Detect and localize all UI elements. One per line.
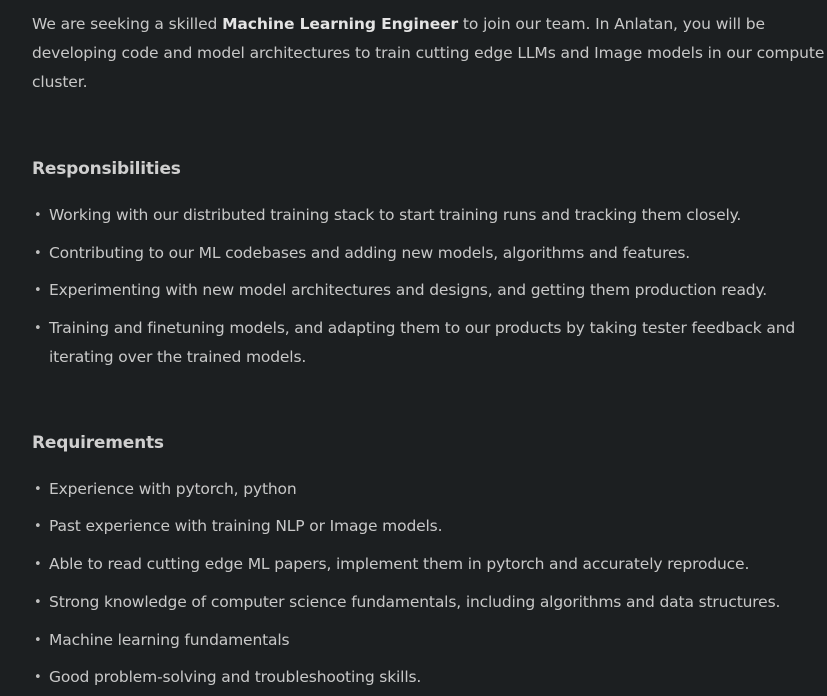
bullet-icon: • bbox=[34, 632, 42, 648]
bullet-icon: • bbox=[34, 283, 42, 298]
list-item-text: Working with our distributed training stack to start training runs and tracking them closely. bbox=[49, 206, 742, 224]
requirements-list bbox=[32, 475, 827, 693]
list-item-text: Experimenting with new model architectures and designs, and getting them production ready. bbox=[49, 281, 768, 299]
list-item-text: Experience with pytorch, python bbox=[49, 479, 297, 498]
list-item bbox=[32, 314, 827, 372]
list-item bbox=[32, 276, 827, 305]
bullet-icon: • bbox=[34, 519, 42, 535]
bullet-icon: • bbox=[34, 557, 42, 573]
intro-paragraph bbox=[32, 0, 827, 97]
list-item-text: Good problem-solving and troubleshooting skills. bbox=[49, 668, 422, 687]
list-item-text: Able to read cutting edge ML papers, implement them in pytorch and accurately reproduce. bbox=[49, 555, 750, 574]
intro-text-after: to join our team. In Anlatan, you will be developing code and model architectures to train cutting edge LLMs and Image models in our compute cluster. bbox=[32, 15, 825, 91]
responsibilities-heading: Responsibilities bbox=[32, 159, 181, 179]
intro-text-before: We are seeking a skilled bbox=[32, 15, 223, 33]
bullet-icon: • bbox=[34, 481, 42, 497]
list-item bbox=[32, 475, 827, 504]
bullet-icon: • bbox=[34, 245, 42, 261]
list-item bbox=[32, 201, 827, 230]
list-item bbox=[32, 239, 827, 268]
job-title-highlight: Machine Learning Engineer bbox=[222, 15, 459, 33]
list-item-text: Strong knowledge of computer science fundamentals, including algorithms and data structures. bbox=[49, 592, 781, 611]
list-item-text: Training and finetuning models, and adapting them to our products by taking tester feedback and iterating over the trained models. bbox=[49, 318, 796, 366]
list-item bbox=[32, 550, 827, 579]
responsibilities-list bbox=[32, 201, 827, 372]
requirements-heading: Requirements bbox=[32, 432, 164, 453]
bullet-icon: • bbox=[34, 320, 42, 336]
bullet-icon: • bbox=[34, 594, 42, 610]
bullet-icon: • bbox=[34, 670, 42, 686]
list-item bbox=[32, 663, 827, 692]
list-item bbox=[32, 512, 827, 541]
list-item-text: Past experience with training NLP or Image models. bbox=[49, 517, 443, 536]
list-item bbox=[32, 626, 827, 655]
list-item bbox=[32, 588, 827, 617]
bullet-icon: • bbox=[34, 208, 42, 223]
list-item-text: Contributing to our ML codebases and adding new models, algorithms and features. bbox=[49, 243, 691, 262]
list-item-text: Machine learning fundamentals bbox=[49, 630, 290, 649]
